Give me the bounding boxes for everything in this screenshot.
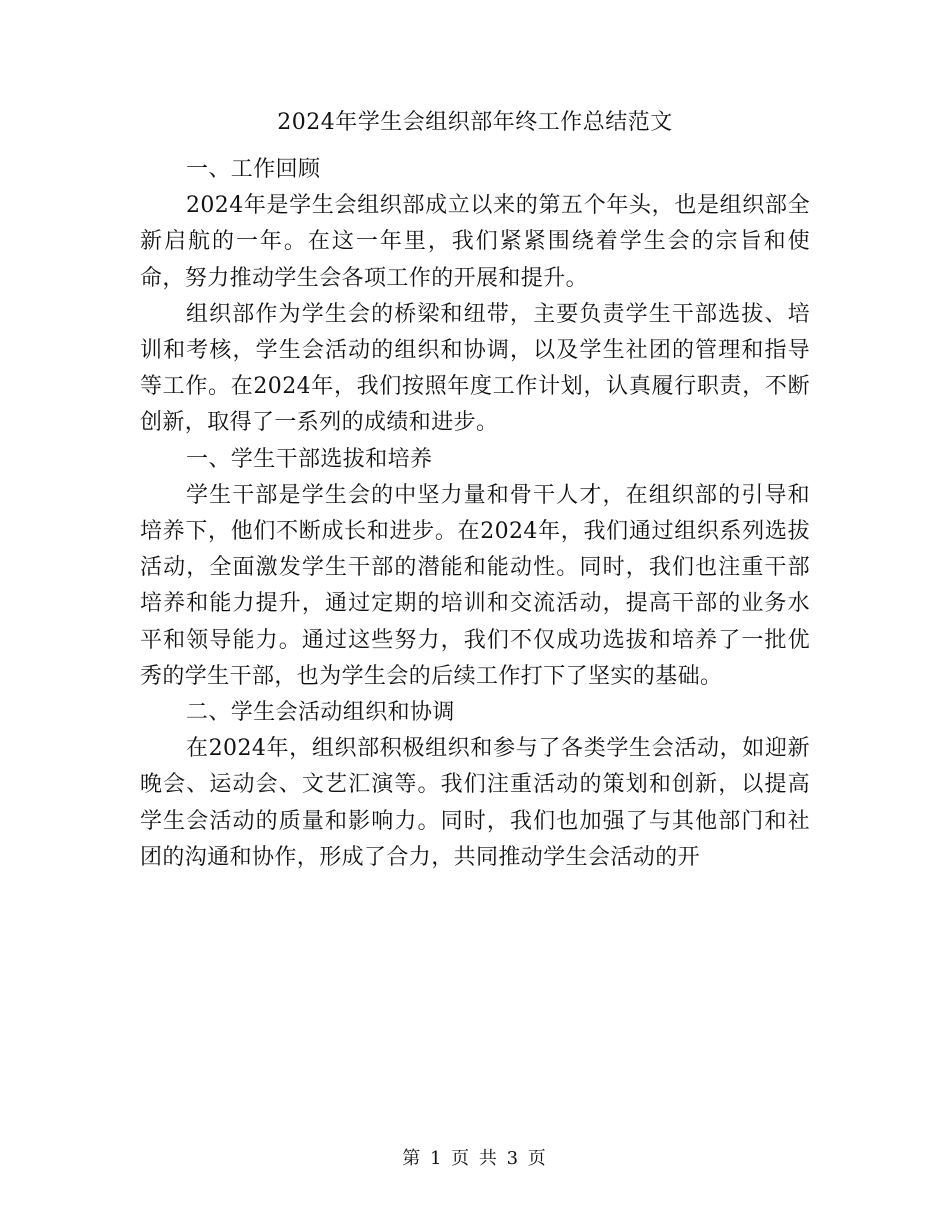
paragraph-role: 组织部作为学生会的桥梁和纽带，主要负责学生干部选拔、培训和考核，学生会活动的组织和协调，以及学生社团的管理和指导等工作。在2024年，我们按照年度工作计划，认真履行职责，不断创新，取得了一系列的成绩和进步。 — [140, 301, 810, 436]
document-title: 2024年学生会组织部年终工作总结范文 — [277, 110, 673, 135]
paragraph-intro: 2024年是学生会组织部成立以来的第五个年头，也是组织部全新启航的一年。在这一年里，我们紧紧围绕着学生会的宗旨和使命，努力推动学生会各项工作的开展和提升。 — [140, 193, 810, 291]
page-number-footer: 第 1 页 共 3 页 — [402, 1148, 548, 1169]
paragraph-cadre: 学生干部是学生会的中坚力量和骨干人才，在组织部的引导和培养下，他们不断成长和进步。在2024年，我们通过组织系列选拔活动，全面激发学生干部的潜能和能动性。同时，我们也注重干部培养和能力提升，通过定期的培训和交流活动，提高干部的业务水平和领导能力。通过这些努力，我们不仅成功选拔和培养了一批优秀的学生干部，也为学生会的后续工作打下了坚实的基础。 — [140, 482, 810, 689]
section-heading-activities: 二、学生会活动组织和协调 — [186, 700, 455, 726]
paragraph-activities: 在2024年，组织部积极组织和参与了各类学生会活动，如迎新晚会、运动会、文艺汇演等。我们注重活动的策划和创新，以提高学生会活动的质量和影响力。同时，我们也加强了与其他部门和社团的沟通和协作，形成了合力，共同推动学生会活动的开 — [140, 736, 810, 870]
section-heading-cadre: 一、学生干部选拔和培养 — [186, 446, 433, 472]
document-body — [140, 152, 810, 876]
section-heading-review: 一、工作回顾 — [186, 157, 321, 182]
